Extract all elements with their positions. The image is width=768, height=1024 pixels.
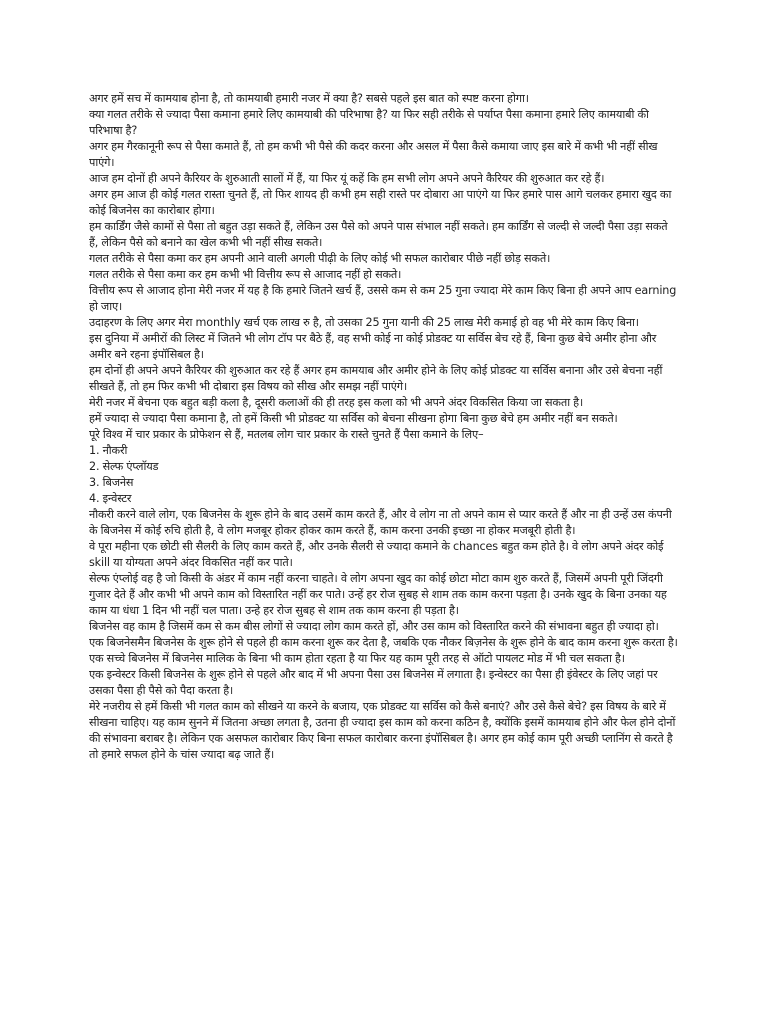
paragraph-learn-selling: हम दोनों ही अपने अपने कैरियर की शुरुआत कर रहे हैं अगर हम कामयाब और अमीर होने के लिए कोई प्रोडक्ट या सर्विस बनाना और उसे बेचना नहीं सीखते हैं, तो हम फिर कभी भी दोबारा इस विषय को सीख और समझ नहीं पाएंगे। [89, 364, 663, 393]
paragraph-financial-freedom-definition: वित्तीय रूप से आजाद होना मेरी नजर में यह है कि हमारे जितने खर्च हैं, उससे कम से कम 25 गुना ज्यादा मेरे काम किए बिना ही अपने आप earning हो जाए। [89, 284, 677, 313]
paragraph-employees: नौकरी करने वाले लोग, एक बिजनेस के शुरू होने के बाद उसमें काम करते हैं, और वे लोग ना तो अपने काम से प्यार करते हैं और ना ही उन्हें उस कंपनी के बिजनेस में कोई रुचि होती है, वे लोग मजबूर होकर होकर काम करते हैं, काम करना उनकी इच्छा ना होकर मजबूरी होती है। [89, 508, 672, 537]
paragraph-business: बिजनेस वह काम है जिसमें कम से कम बीस लोगों से ज्यादा लोग काम करते हों, और उस काम को विस्तारित करने की संभावना बहुत ही ज्यादा हो। [89, 620, 659, 633]
document-body [89, 91, 679, 763]
paragraph-businessman: एक बिजनेसमैन बिजनेस के शुरू होने से पहले ही काम करना शुरू कर देता है, जबकि एक नौकर बिज़नेस के शुरू होने के बाद काम करना शुरू करता है। एक सच्चे बिजनेस में बिजनेस मालिक के बिना भी काम होता रहता है या फिर यह काम पूरी तरह से ऑटो पायलट मोड में भी चल सकता है। [89, 636, 678, 665]
paragraph-sell-to-be-rich: हमें ज्यादा से ज्यादा पैसा कमाना है, तो हमें किसी भी प्रोडक्ट या सर्विस को बेचना सीखना होगा बिना कुछ बेचे हम अमीर नहीं बन सकते। [89, 412, 618, 425]
paragraph-financial-freedom-no: गलत तरीके से पैसा कमा कर हम कभी भी वित्तीय रूप से आजाद नहीं हो सकते। [89, 268, 402, 281]
paragraph-self-employed: सेल्फ एंप्लोई वह है जो किसी के अंडर में काम नहीं करना चाहते। वे लोग अपना खुद का कोई छोटा मोटा काम शुरु करते हैं, जिसमें अपनी पूरी जिंदगी गुजार देते हैं और कभी भी अपने काम को विस्तारित नहीं कर पाते। उन्हें हर रोज सुबह से शाम तक काम करना पड़ता है। उनके खुद के बिना उनका यह काम या धंधा 1 दिन भी नहीं चल पाता। उन्हे हर रोज सुबह से शाम तक काम करना ही पड़ता है। [89, 572, 667, 617]
list-item-job: 1. नौकरी [89, 444, 128, 457]
list-item-investor: 4. इन्वेस्टर [89, 492, 132, 505]
paragraph-selling-art: मेरी नजर में बेचना एक बहुत बड़ी कला है, दूसरी कलाओं की ही तरह इस कला को भी अपने अंदर विकसित किया जा सकता है। [89, 396, 584, 409]
paragraph-carding: हम कार्डिंग जैसे कामों से पैसा तो बहुत उड़ा सकते हैं, लेकिन उस पैसे को अपने पास संभाल नहीं सकते। हम कार्डिंग से जल्दी से जल्दी पैसा उड़ा सकते हैं, लेकिन पैसे को बनाने का खेल कभी भी नहीं सीख सकते। [89, 220, 668, 249]
paragraph-illegal-income: अगर हम गैरकानूनी रूप से पैसा कमाते हैं, तो हम कभी भी पैसे की कदर करना और असल में पैसा कैसे कमाया जाए इस बारे में कभी भी नहीं सीख पाएंगे। [89, 140, 658, 169]
paragraph-conclusion: मेरे नजरीय से हमें किसी भी गलत काम को सीखने या करने के बजाय, एक प्रोडक्ट या सर्विस को कैसे बनाएं? और उसे कैसे बेचे? इस विषय के बारे में सीखना चाहिए। यह काम सुनने में जितना अच्छा लगता है, उतना ही ज्यादा इस काम को करना कठिन है, क्योंकि इसमें कामयाब होने और फेल होने दोनों की संभावना बराबर है। लेकिन एक असफल कारोबार किए बिना सफल कारोबार करना इंपॉसिबल है। अगर हम कोई काम पूरी अच्छी प्लानिंग से करते है तो हमारे सफल होने के चांस ज्यादा बढ़ जाते हैं। [89, 700, 676, 761]
paragraph-success-definition: अगर हमें सच में कामयाब होना है, तो कामयाबी हमारी नजर में क्या है? सबसे पहले इस बात को स्पष्ट करना होगा। [89, 92, 529, 105]
paragraph-wrong-path: अगर हम आज ही कोई गलत रास्ता चुनते हैं, तो फिर शायद ही कभी हम सही रास्ते पर दोबारा आ पाएंगे या फिर हमारे पास आगे चलकर हमारा खुद का कोई बिजनेस का कारोबार होगा। [89, 188, 672, 217]
paragraph-career-start: आज हम दोनों ही अपने कैरियर के शुरुआती सालों में हैं, या फिर यूं कहें कि हम सभी लोग अपने अपने कैरियर की शुरुआत कर रहे हैं। [89, 172, 605, 185]
paragraph-salary: वे पूरा महीना एक छोटी सी सैलरी के लिए काम करते हैं, और उनके सैलरी से ज्यादा कमाने के chances बहुत कम होते है। वे लोग अपने अंदर कोई skill या योग्यता अपने अंदर विकसित नहीं कर पाते। [89, 540, 664, 569]
paragraph-investor: एक इन्वेस्टर किसी बिजनेस के शुरू होने से पहले और बाद में भी अपना पैसा उस बिजनेस में लगाता है। इन्वेस्टर का पैसा ही इंवेस्टर के लिए जहां पर उसका पैसा ही पैसे को पैदा करता है। [89, 668, 658, 697]
list-item-business: 3. बिजनेस [89, 476, 134, 489]
paragraph-four-professions: पूरे विश्व में चार प्रकार के प्रोफेशन से हैं, मतलब लोग चार प्रकार के रास्ते चुनते हैं पैसा कमाने के लिए– [89, 428, 484, 441]
paragraph-next-generation: गलत तरीके से पैसा कमा कर हम अपनी आने वाली अगली पीढ़ी के लिए कोई भी सफल कारोबार पीछे नहीं छोड़ सकते। [89, 252, 551, 265]
list-item-self-employed: 2. सेल्फ एंप्लॉयड [89, 460, 159, 473]
paragraph-wrong-way-question: क्या गलत तरीके से ज्यादा पैसा कमाना हमारे लिए कामयाबी की परिभाषा है? या फिर सही तरीके से पर्याप्त पैसा कमाना हमारे लिए कामयाबी की परिभाषा है? [89, 108, 649, 137]
paragraph-example: उदाहरण के लिए अगर मेरा monthly खर्च एक लाख रु है, तो उसका 25 गुना यानी की 25 लाख मेरी कमाई हो वह भी मेरे काम किए बिना। [89, 316, 639, 329]
paragraph-rich-list: इस दुनिया में अमीरों की लिस्ट में जितने भी लोग टॉप पर बैठे हैं, वह सभी कोई ना कोई प्रोडक्ट या सर्विस बेच रहे हैं, बिना कुछ बेचे अमीर होना और अमीर बने रहना इंपॉसिबल है। [89, 332, 657, 361]
